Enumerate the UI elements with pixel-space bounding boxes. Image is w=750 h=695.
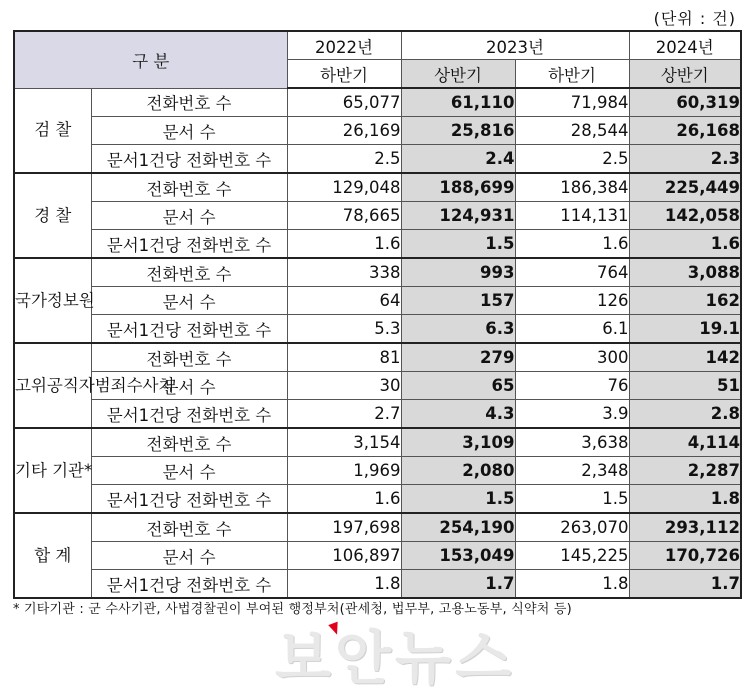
value-cell: 60,319: [629, 88, 741, 117]
value-cell: 1.5: [401, 230, 515, 259]
value-cell: 3,154: [287, 428, 401, 457]
value-cell: 2,080: [401, 457, 515, 485]
metric-label: 전화번호 수: [91, 513, 287, 542]
value-cell: 197,698: [287, 513, 401, 542]
value-cell: 3.9: [515, 400, 629, 429]
value-cell: 114,131: [515, 202, 629, 230]
value-cell: 1.8: [629, 485, 741, 514]
value-cell: 4.3: [401, 400, 515, 429]
metric-label: 문서 수: [91, 287, 287, 315]
value-cell: 1.8: [515, 570, 629, 599]
value-cell: 1.6: [629, 230, 741, 259]
table-row: [14, 117, 741, 145]
value-cell: 2.3: [629, 145, 741, 174]
value-cell: 1.6: [287, 485, 401, 514]
value-cell: 3,109: [401, 428, 515, 457]
half-header: 하반기: [515, 60, 629, 89]
value-cell: 279: [401, 343, 515, 372]
value-cell: 170,726: [629, 542, 741, 570]
value-cell: 78,665: [287, 202, 401, 230]
value-cell: 293,112: [629, 513, 741, 542]
value-cell: 3,088: [629, 258, 741, 287]
value-cell: 1.6: [515, 230, 629, 259]
value-cell: 153,049: [401, 542, 515, 570]
unit-label: (단위 : 건): [653, 9, 736, 28]
group-label: 경 찰: [14, 173, 91, 258]
value-cell: 993: [401, 258, 515, 287]
value-cell: 6.3: [401, 315, 515, 344]
value-cell: 2,287: [629, 457, 741, 485]
value-cell: 1,969: [287, 457, 401, 485]
table-row: [14, 315, 741, 344]
table-row: [14, 173, 741, 202]
value-cell: 64: [287, 287, 401, 315]
value-cell: 61,110: [401, 88, 515, 117]
table-row: [14, 202, 741, 230]
metric-label: 문서1건당 전화번호 수: [91, 315, 287, 344]
value-cell: 142: [629, 343, 741, 372]
metric-label: 문서1건당 전화번호 수: [91, 485, 287, 514]
value-cell: 26,168: [629, 117, 741, 145]
half-header: 상반기: [401, 60, 515, 89]
value-cell: 2.7: [287, 400, 401, 429]
category-header: 구 분: [14, 31, 287, 88]
metric-label: 문서 수: [91, 117, 287, 145]
year-header: 2024년: [629, 31, 741, 60]
value-cell: 2.4: [401, 145, 515, 174]
value-cell: 338: [287, 258, 401, 287]
value-cell: 51: [629, 372, 741, 400]
value-cell: 3,638: [515, 428, 629, 457]
table-row: [14, 258, 741, 287]
value-cell: 2,348: [515, 457, 629, 485]
value-cell: 300: [515, 343, 629, 372]
value-cell: 1.5: [515, 485, 629, 514]
header-year-row: [14, 31, 741, 60]
value-cell: 81: [287, 343, 401, 372]
value-cell: 76: [515, 372, 629, 400]
table-row: [14, 88, 741, 117]
table-row: [14, 428, 741, 457]
value-cell: 26,169: [287, 117, 401, 145]
year-header: 2022년: [287, 31, 401, 60]
table-row: [14, 457, 741, 485]
value-cell: 124,931: [401, 202, 515, 230]
table-row: [14, 400, 741, 429]
metric-label: 문서 수: [91, 372, 287, 400]
value-cell: 6.1: [515, 315, 629, 344]
value-cell: 145,225: [515, 542, 629, 570]
value-cell: 28,544: [515, 117, 629, 145]
table-row: [14, 542, 741, 570]
value-cell: 19.1: [629, 315, 741, 344]
value-cell: 71,984: [515, 88, 629, 117]
value-cell: 225,449: [629, 173, 741, 202]
value-cell: 263,070: [515, 513, 629, 542]
value-cell: 65,077: [287, 88, 401, 117]
value-cell: 2.5: [515, 145, 629, 174]
group-label: 고위공직자범죄수사처: [14, 343, 91, 428]
metric-label: 전화번호 수: [91, 258, 287, 287]
metric-label: 문서 수: [91, 457, 287, 485]
footnote: * 기타기관 : 군 수사기관, 사법경찰권이 부여된 행정부처(관세청, 법무부, 고용노동부, 식약처 등): [13, 602, 572, 617]
value-cell: 157: [401, 287, 515, 315]
metric-label: 문서1건당 전화번호 수: [91, 400, 287, 429]
value-cell: 254,190: [401, 513, 515, 542]
table-body: [14, 88, 741, 598]
value-cell: 1.5: [401, 485, 515, 514]
metric-label: 전화번호 수: [91, 343, 287, 372]
value-cell: 126: [515, 287, 629, 315]
value-cell: 2.5: [287, 145, 401, 174]
group-label: 국가정보원: [14, 258, 91, 343]
statistics-table: [13, 30, 742, 599]
value-cell: 4,114: [629, 428, 741, 457]
value-cell: 129,048: [287, 173, 401, 202]
table-row: [14, 513, 741, 542]
value-cell: 1.6: [287, 230, 401, 259]
value-cell: 65: [401, 372, 515, 400]
value-cell: 186,384: [515, 173, 629, 202]
table-row: [14, 485, 741, 514]
watermark-logo: 보안뉴스: [275, 624, 516, 692]
metric-label: 전화번호 수: [91, 428, 287, 457]
year-header: 2023년: [401, 31, 629, 60]
value-cell: 1.8: [287, 570, 401, 599]
table-row: [14, 570, 741, 599]
value-cell: 188,699: [401, 173, 515, 202]
value-cell: 30: [287, 372, 401, 400]
metric-label: 문서 수: [91, 542, 287, 570]
metric-label: 문서1건당 전화번호 수: [91, 145, 287, 174]
value-cell: 25,816: [401, 117, 515, 145]
metric-label: 문서1건당 전화번호 수: [91, 570, 287, 599]
metric-label: 문서 수: [91, 202, 287, 230]
table-row: [14, 287, 741, 315]
half-header: 상반기: [629, 60, 741, 89]
value-cell: 2.8: [629, 400, 741, 429]
value-cell: 106,897: [287, 542, 401, 570]
value-cell: 142,058: [629, 202, 741, 230]
value-cell: 162: [629, 287, 741, 315]
table-row: [14, 145, 741, 174]
half-header: 하반기: [287, 60, 401, 89]
value-cell: 1.7: [629, 570, 741, 599]
group-label: 기타 기관*: [14, 428, 91, 513]
table-row: [14, 230, 741, 259]
table-row: [14, 343, 741, 372]
metric-label: 전화번호 수: [91, 88, 287, 117]
value-cell: 5.3: [287, 315, 401, 344]
metric-label: 문서1건당 전화번호 수: [91, 230, 287, 259]
group-label: 검 찰: [14, 88, 91, 173]
metric-label: 전화번호 수: [91, 173, 287, 202]
group-label: 합 계: [14, 513, 91, 598]
value-cell: 1.7: [401, 570, 515, 599]
value-cell: 764: [515, 258, 629, 287]
